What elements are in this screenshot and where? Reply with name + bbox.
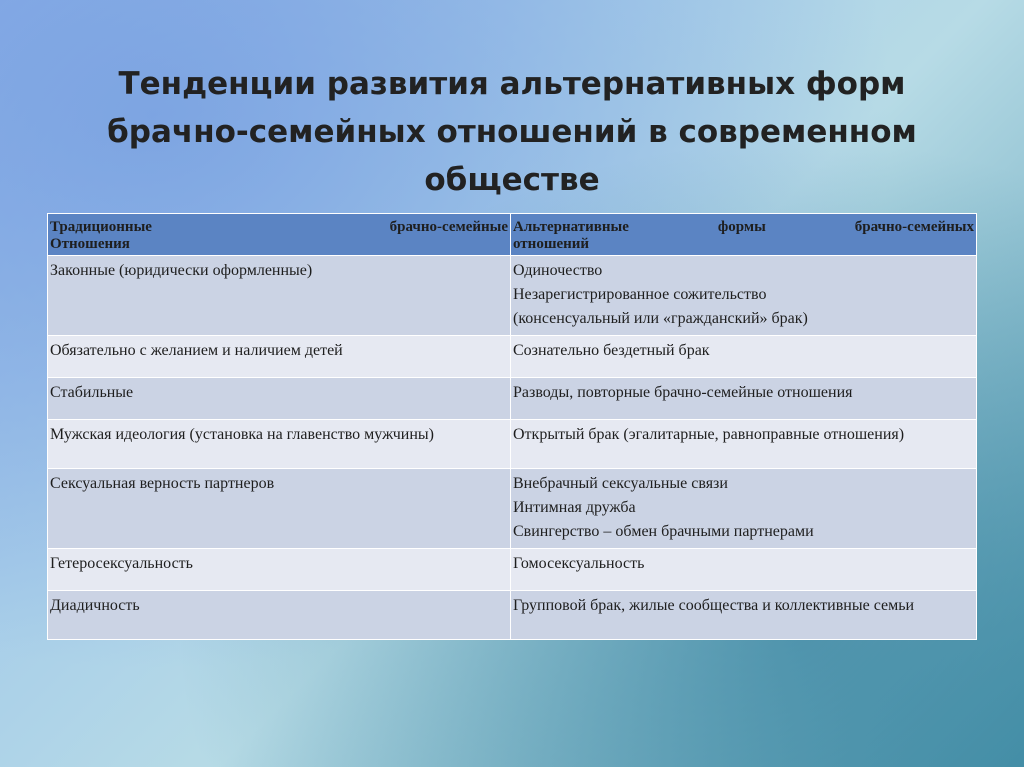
- cell-alternative-line: Групповой брак, жилые сообщества и коллективные семьи: [513, 597, 915, 614]
- cell-alternative-line: Сознательно бездетный брак: [513, 342, 710, 359]
- comparison-table-container: [47, 213, 976, 640]
- header-traditional-line1: Традиционные брачно-семейные: [50, 219, 508, 235]
- cell-alternative: [511, 549, 977, 591]
- header-traditional-line2: Отношения: [50, 236, 130, 252]
- cell-alternative: [511, 256, 977, 336]
- table-row: [48, 420, 977, 469]
- header-alternative: [511, 214, 977, 256]
- table-row: [48, 549, 977, 591]
- comparison-table: [47, 213, 977, 640]
- cell-alternative-line: Одиночество: [513, 262, 603, 279]
- slide-title: Тенденции развития альтернативных форм брачно-семейных отношений в современном обществе: [107, 66, 917, 198]
- cell-traditional: Обязательно с желанием и наличием детей: [48, 336, 511, 378]
- cell-alternative: [511, 378, 977, 420]
- cell-traditional: Диадичность: [48, 591, 511, 640]
- cell-traditional: Мужская идеология (установка на главенство мужчины): [48, 420, 511, 469]
- cell-traditional: Сексуальная верность партнеров: [48, 469, 511, 549]
- header-alternative-line2: отношений: [513, 236, 590, 252]
- cell-alternative: [511, 336, 977, 378]
- cell-alternative: [511, 469, 977, 549]
- cell-alternative: [511, 420, 977, 469]
- table-row: [48, 469, 977, 549]
- cell-alternative-line: Гомосексуальность: [513, 555, 645, 572]
- header-traditional: [48, 214, 511, 256]
- header-alternative-line1: Альтернативные формы брачно-семейных: [513, 219, 974, 235]
- cell-traditional: Стабильные: [48, 378, 511, 420]
- cell-alternative-line: Открытый брак (эгалитарные, равноправные отношения): [513, 426, 905, 443]
- table-header-row: [48, 214, 977, 256]
- cell-alternative-line: Незарегистрированное сожительство: [513, 286, 767, 303]
- table-row: [48, 336, 977, 378]
- table-row: [48, 256, 977, 336]
- table-row: [48, 591, 977, 640]
- cell-alternative-line: Свингерство – обмен брачными партнерами: [513, 523, 814, 540]
- cell-alternative-line: Внебрачный сексуальные связи: [513, 475, 728, 492]
- cell-alternative-line: Разводы, повторные брачно-семейные отношения: [513, 384, 853, 401]
- cell-traditional: Гетеросексуальность: [48, 549, 511, 591]
- cell-traditional: Законные (юридически оформленные): [48, 256, 511, 336]
- cell-alternative-line: Интимная дружба: [513, 499, 636, 516]
- cell-alternative: [511, 591, 977, 640]
- table-row: [48, 378, 977, 420]
- cell-alternative-line: (консенсуальный или «гражданский» брак): [513, 310, 808, 327]
